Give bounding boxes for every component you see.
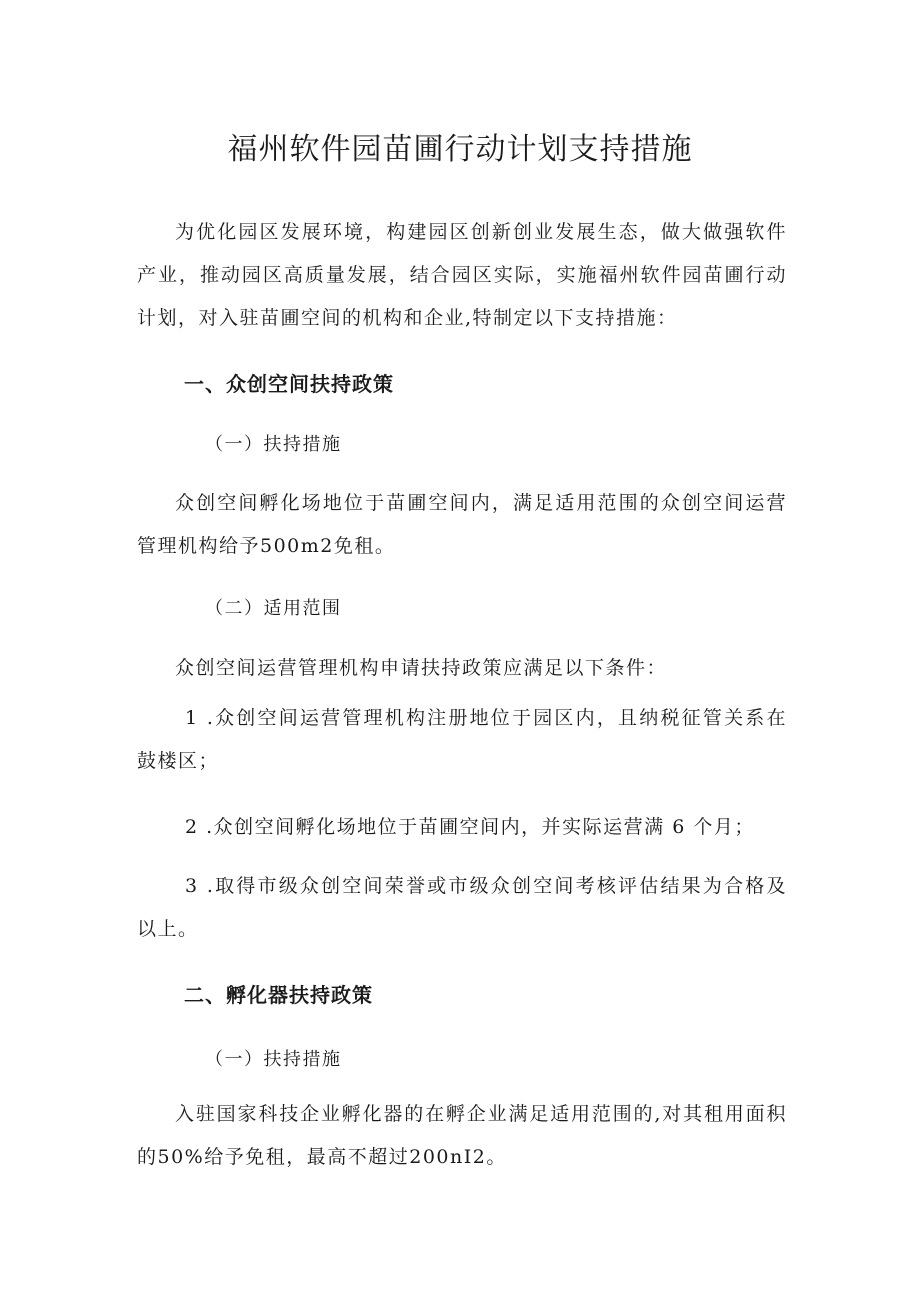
condition-item: 2 .众创空间孵化场地位于苗圃空间内，并实际运营满 6 个月； — [185, 816, 755, 838]
document-title: 福州软件园苗圃行动计划支持措施 — [227, 132, 693, 167]
section-2-measures-heading: （一）扶持措施 — [205, 1049, 342, 1070]
section-1-scope-heading: （二）适用范围 — [205, 598, 342, 619]
section-2-measures-text: 入驻国家科技企业孵化器的在孵企业满足适用范围的,对其租用面积的50%给予免租，最高不超过200nI2。 — [137, 1103, 787, 1168]
section-1-scope-intro: 众创空间运营管理机构申请扶持政策应满足以下条件： — [175, 657, 668, 679]
intro-paragraph: 为优化园区发展环境，构建园区创新创业发展生态，做大做强软件产业，推动园区高质量发展，结合园区实际，实施福州软件园苗圃行动计划，对入驻苗圃空间的机构和企业,特制定以下支持措施： — [137, 221, 787, 329]
condition-item: 1 .众创空间运营管理机构注册地位于园区内，且纳税征管关系在鼓楼区； — [137, 707, 787, 772]
condition-item: 3 .取得市级众创空间荣誉或市级众创空间考核评估结果为合格及以上。 — [137, 875, 787, 940]
section-1-heading: 一、众创空间扶持政策 — [184, 372, 394, 396]
section-1-measures-heading: （一）扶持措施 — [205, 434, 342, 455]
section-1-measures-text: 众创空间孵化场地位于苗圃空间内，满足适用范围的众创空间运营管理机构给予500m2免租。 — [137, 492, 787, 557]
section-2-heading: 二、孵化器扶持政策 — [184, 983, 373, 1007]
